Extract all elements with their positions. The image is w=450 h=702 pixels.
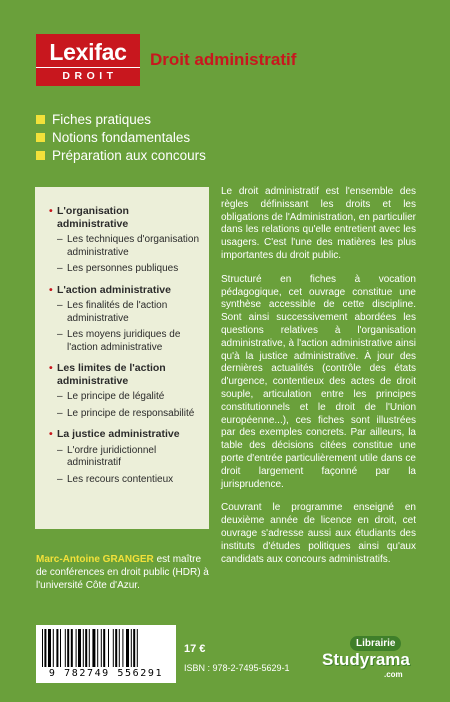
toc-item: Le principe de responsabilité: [67, 407, 195, 419]
toc-item: Les finalités de l'action administrative: [67, 300, 168, 324]
feature-item: [36, 128, 206, 146]
feature-label: Fiches pratiques: [52, 111, 152, 127]
yellow-square-icon: [36, 151, 45, 160]
description-paragraph: Structuré en fiches à vocation pédagogique, cet ouvrage constitue une synthèse accessible de cette discipline. Sont ainsi successivement abordées les questions relatives à l'organisation administrative, à l'action administrative ainsi qu'à la justice administrative. À jour des dernières actualités (contrôle des états d'urgence, contentieux des actes de droit souple, articulation entre les principes constitutionnels et le droit de l'Union européenne...), ces fiches sont illustrées par des exemples concrets. Par ailleurs, la table des décisions citées constitue une porte d'entrée particulièrement utile dans ce droit largement façonné par la jurisprudence.: [221, 273, 416, 490]
feature-label: Notions fondamentales: [52, 129, 191, 145]
isbn: ISBN : 978-2-7495-5629-1: [184, 663, 290, 673]
table-of-contents: [35, 187, 209, 529]
bullet-dot-icon: •: [49, 428, 53, 440]
price: 17 €: [184, 643, 206, 655]
publisher-name: Studyrama: [322, 650, 410, 669]
bullet-dot-icon: •: [49, 362, 53, 374]
toc-item: L'ordre juridictionnel administratif: [67, 444, 157, 468]
barcode-digits: 9 782749 556291: [48, 668, 164, 679]
author-description: est maître de conférences en droit public (HDR) à l'université Côte d'Azur.: [36, 554, 209, 592]
toc-item: Les recours contentieux: [67, 473, 174, 485]
description-paragraph: Couvrant le programme enseigné en deuxième année de licence en droit, cet ouvrage s'adresse aussi aux étudiants des instituts d'études politiques ainsi qu'aux candidats aux concours administratifs.: [221, 502, 416, 565]
barcode: [36, 625, 176, 683]
toc-section: • La justice administrative – L'ordre juridictionnel administratif – Les recours contentieux: [49, 428, 201, 486]
bullet-dot-icon: •: [49, 205, 53, 217]
barcode-bars: [42, 629, 170, 667]
toc-section-title: La justice administrative: [57, 428, 180, 440]
studyrama-logo: [322, 636, 414, 684]
bullet-dot-icon: •: [49, 283, 53, 296]
yellow-square-icon: [36, 133, 45, 142]
publisher-tag: Librairie: [350, 636, 401, 651]
feature-item: [36, 110, 206, 128]
toc-section-title: L'action administrative: [57, 283, 171, 296]
lexifac-logo: [36, 34, 140, 86]
toc-item: Les techniques d'organisation administrative: [67, 234, 200, 258]
logo-brand: Lexifac: [49, 39, 127, 65]
description-paragraph: Le droit administratif est l'ensemble des règles définissant les droits et les obligations de l'Administration, en particulier dans les relations qu'elle entretient avec les usagers. C'est l'une des matières les plus importantes du droit public.: [221, 186, 416, 261]
feature-label: Préparation aux concours: [52, 147, 206, 163]
toc-section-title: Les limites de l'action administrative: [57, 362, 166, 387]
author-bio: [36, 553, 214, 593]
yellow-square-icon: [36, 115, 45, 124]
publisher-domain: .com: [384, 670, 403, 679]
toc-section: • Les limites de l'action administrative – Le principe de légalité – Le principe de responsabilité: [49, 362, 201, 420]
toc-section: • L'organisation administrative – Les techniques d'organisation administrative – Les personnes publiques: [49, 205, 200, 274]
logo-subtitle: DROIT: [62, 70, 118, 82]
toc-item: Les personnes publiques: [67, 263, 179, 274]
toc-item: Le principe de légalité: [67, 391, 165, 402]
toc-section-title: L'organisation administrative: [57, 205, 129, 230]
author-name: Marc-Antoine GRANGER: [36, 554, 154, 565]
feature-list: [36, 110, 206, 164]
toc-item: Les moyens juridiques de l'action administrative: [67, 329, 181, 353]
book-title: Droit administratif: [150, 50, 297, 69]
feature-item: [36, 146, 206, 164]
toc-section: • L'action administrative – Les finalités de l'action administrative – Les moyens juridiques de l'action administrative: [49, 284, 201, 355]
book-description: [221, 186, 416, 577]
